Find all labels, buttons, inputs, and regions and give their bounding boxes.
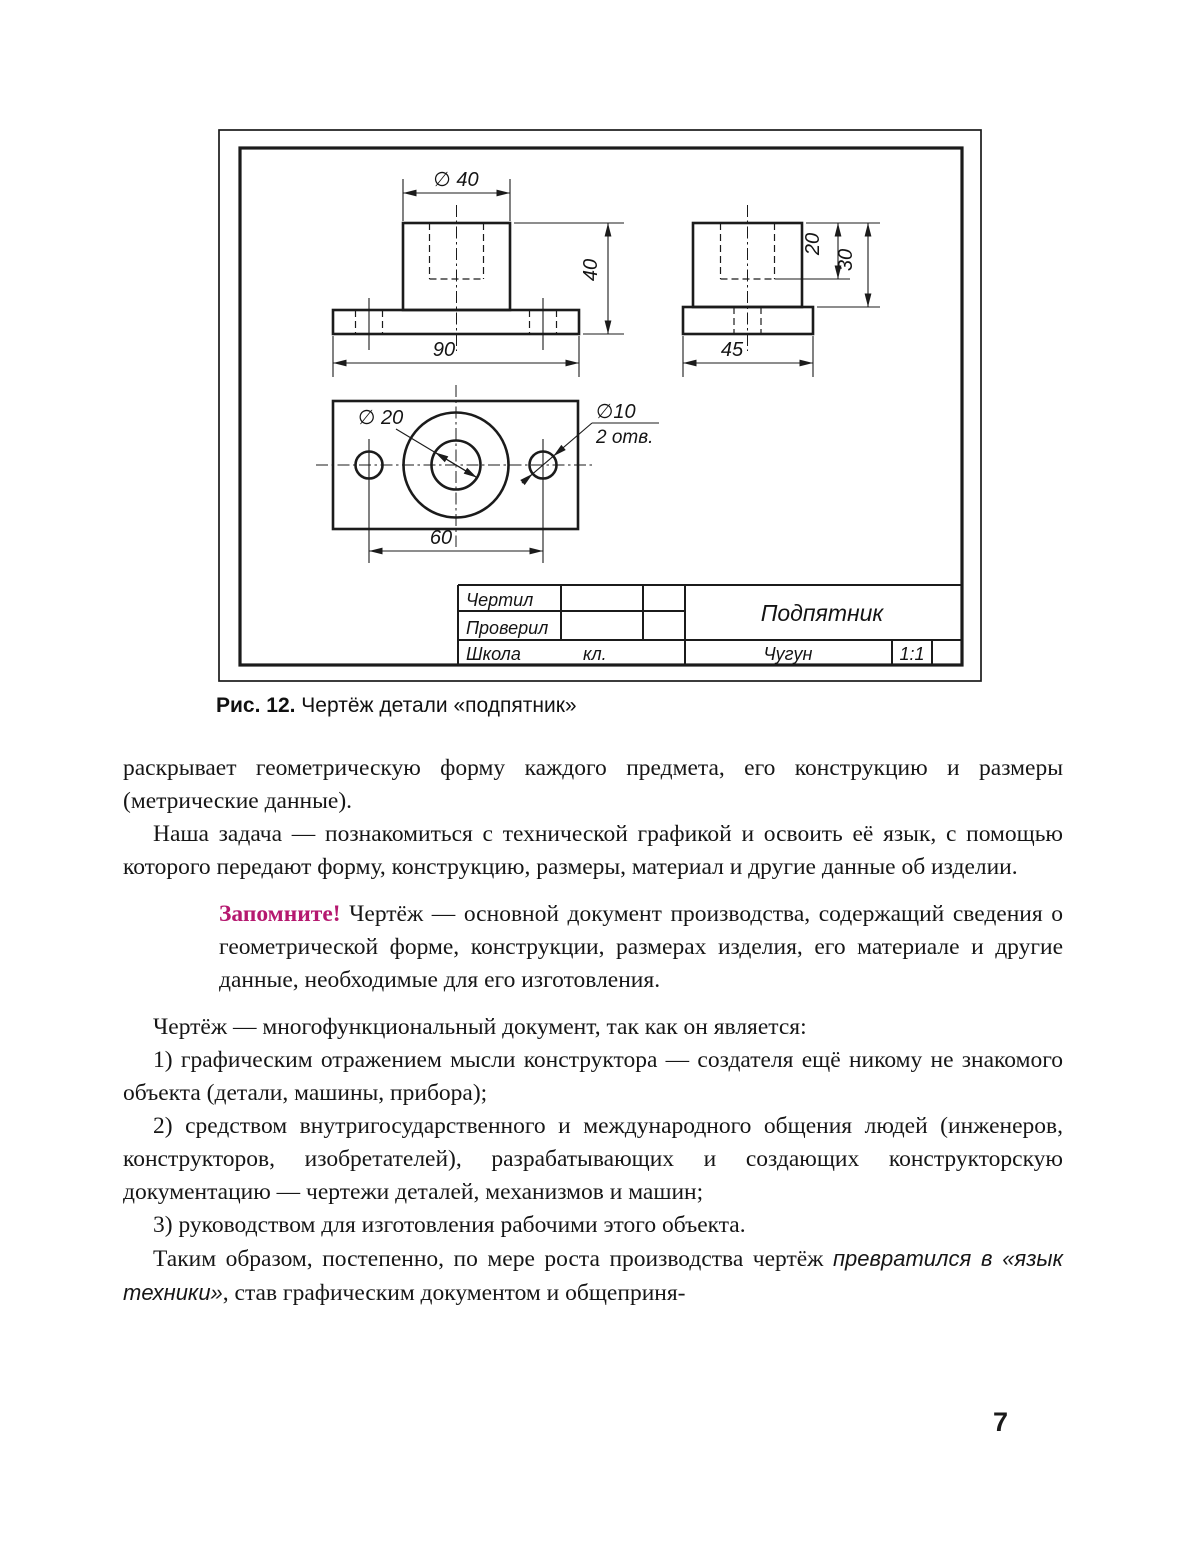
- dim-label-diameter-20: ∅ 20: [358, 407, 404, 429]
- figure-caption-label: Рис. 12.: [216, 694, 296, 717]
- list-item-1: 1) графическим отражением мысли конструктора — создателя ещё никому не знакомого объекта (детали, машины, прибора);: [123, 1047, 1063, 1106]
- paragraph-our-task: Наша задача — познакомиться с технической графикой и освоить её язык, с помощью которого передают форму, конструкцию, размеры, материал и другие данные об изделии.: [123, 821, 1063, 880]
- figure-caption-text: Чертёж детали «подпятник»: [295, 694, 577, 717]
- dim-label-height-40: 40: [580, 258, 602, 282]
- dim-label-width-90: 90: [432, 339, 456, 361]
- memo-block: [219, 898, 1063, 997]
- title-block-drawn-by: Чертил: [466, 590, 534, 610]
- side-view: [683, 205, 880, 377]
- paragraph-conclusion-start: Таким образом, постепенно, по мере роста производства чертёж: [153, 1246, 833, 1272]
- top-view: [316, 385, 659, 563]
- drawing-svg: [216, 127, 984, 684]
- dim-label-holes-count: 2 отв.: [596, 427, 654, 448]
- dim-label-height-30: 30: [835, 248, 857, 272]
- page-number: 7: [993, 1407, 1009, 1437]
- dim-label-diameter-40: ∅ 40: [433, 169, 479, 191]
- title-block-school: Школа: [466, 644, 521, 664]
- title-block-part-name: Подпятник: [760, 600, 884, 626]
- title-block-class: кл.: [583, 644, 607, 664]
- title-block-material: Чугун: [763, 644, 813, 664]
- paragraph-conclusion: [123, 1242, 1063, 1310]
- dim-label-width-45: 45: [720, 339, 744, 361]
- dim-label-diameter-10: ∅10: [596, 401, 636, 423]
- title-block: [458, 585, 962, 665]
- figure-technical-drawing: [216, 127, 984, 684]
- paragraph-continuation: раскрывает геометрическую форму каждого предмета, его конструкцию и размеры (метрические данные).: [123, 755, 1063, 814]
- figure-caption: [216, 694, 577, 718]
- front-view: [333, 169, 624, 377]
- body-text: [123, 752, 1063, 1310]
- title-block-scale: 1:1: [899, 644, 925, 664]
- list-item-3: 3) руководством для изготовления рабочими этого объекта.: [153, 1212, 746, 1238]
- dim-label-depth-20: 20: [802, 232, 824, 256]
- title-block-checked-by: Проверил: [466, 618, 549, 638]
- list-item-2: 2) средством внутригосударственного и международного общения людей (инженеров, конструкторов, изобретателей), разрабатывающих и создающих конструкторскую документацию — чертежи деталей, механизмов и машин;: [123, 1113, 1063, 1205]
- dim-label-spacing-60: 60: [429, 527, 453, 549]
- paragraph-conclusion-emphasis: превратился в «язык техники»: [123, 1246, 1063, 1305]
- paragraph-multifunctional: Чертёж — многофункциональный документ, так как он является:: [153, 1014, 807, 1040]
- memo-label: Запомните!: [219, 901, 341, 927]
- paragraph-conclusion-end: , став графическим документом и общеприня-: [222, 1280, 686, 1306]
- memo-text: Чертёж — основной документ производства, содержащий сведения о геометрической форме, конструкции, размерах изделия, его материале и другие данные, необходимые для его изготовления.: [219, 901, 1063, 993]
